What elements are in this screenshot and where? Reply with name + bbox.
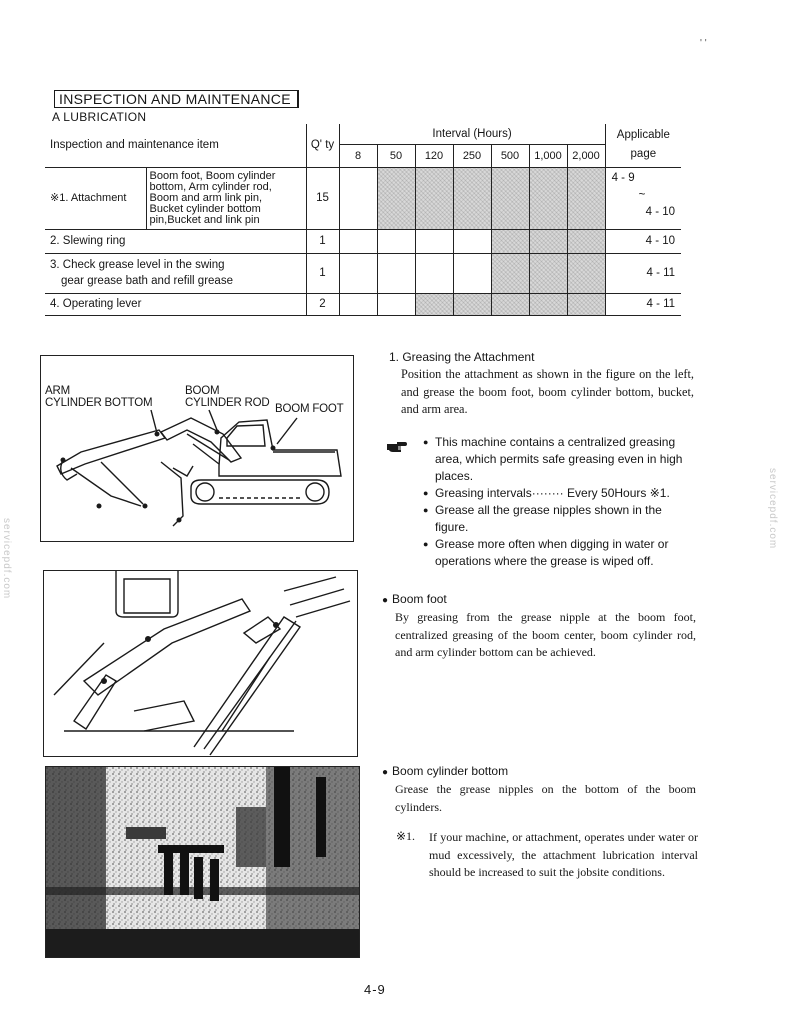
interval-cell bbox=[567, 253, 605, 293]
interval-cell bbox=[415, 253, 453, 293]
interval-cell bbox=[415, 167, 453, 229]
row-page: 4 - 9 ~ 4 - 10 bbox=[605, 167, 681, 229]
list-item: ● Grease more often when digging in water or operations where the grease is wiped off. bbox=[423, 536, 695, 570]
column-header-qty: Q' ty bbox=[306, 124, 339, 167]
section-heading: ● Boom foot bbox=[382, 592, 447, 606]
boom-foot-diagram bbox=[43, 570, 358, 757]
interval-cell bbox=[377, 253, 415, 293]
column-header-interval: Interval (Hours) bbox=[339, 124, 605, 144]
interval-cell bbox=[491, 293, 529, 315]
attachment-points: Boom foot, Boom cylinder bottom, Arm cylinder rod, Boom and arm link pin, Bucket cylinder bottom pin,Bucket and link pin bbox=[146, 167, 306, 229]
interval-cell bbox=[453, 253, 491, 293]
table-row bbox=[45, 167, 681, 229]
interval-cell bbox=[377, 167, 415, 229]
interval-cell bbox=[415, 229, 453, 253]
interval-cell bbox=[491, 167, 529, 229]
footnote-mark: ※1. bbox=[396, 829, 416, 843]
table-row bbox=[45, 229, 681, 253]
interval-cell bbox=[529, 229, 567, 253]
interval-cell bbox=[339, 167, 377, 229]
subsection-title: A LUBRICATION bbox=[52, 110, 147, 124]
corner-mark: ' ' bbox=[700, 38, 707, 49]
interval-cell bbox=[453, 229, 491, 253]
bullet-icon: ● bbox=[382, 595, 389, 606]
footnote-text: If your machine, or attachment, operates under water or mud excessively, the attachment lubrication interval should be increased to suit the jobsite conditions. bbox=[429, 830, 698, 879]
column-header-item: Inspection and maintenance item bbox=[45, 124, 306, 167]
hours-header-120: 120 bbox=[415, 144, 453, 167]
section-body: Grease the grease nipples on the bottom of the boom cylinders. bbox=[395, 782, 696, 814]
section-greasing-attachment bbox=[389, 349, 694, 419]
section-heading: 1. Greasing the Attachment bbox=[389, 350, 535, 364]
row-qty: 15 bbox=[306, 167, 339, 229]
table-row bbox=[45, 253, 681, 293]
hours-header-500: 500 bbox=[491, 144, 529, 167]
section-boom-foot bbox=[382, 591, 696, 662]
hours-header-250: 250 bbox=[453, 144, 491, 167]
label-boom-foot: BOOM FOOT bbox=[275, 403, 344, 415]
lubrication-table bbox=[45, 124, 681, 316]
interval-cell bbox=[339, 293, 377, 315]
label-arm-cylinder-bottom: ARM CYLINDER BOTTOM bbox=[45, 385, 153, 409]
row-qty: 1 bbox=[306, 229, 339, 253]
pointing-hand-icon bbox=[386, 440, 408, 454]
watermark-left: servicepdf.com bbox=[1, 518, 12, 600]
label-boom-cylinder-rod: BOOM CYLINDER ROD bbox=[185, 385, 270, 409]
interval-cell bbox=[377, 293, 415, 315]
row-qty: 1 bbox=[306, 253, 339, 293]
column-header-page: Applicable page bbox=[605, 124, 681, 167]
list-item: ● Grease all the grease nipples shown in the figure. bbox=[423, 502, 695, 536]
interval-cell bbox=[415, 293, 453, 315]
bullet-icon: ● bbox=[382, 767, 389, 778]
boom-foot-drawing bbox=[44, 571, 357, 756]
page-number: 4-9 bbox=[364, 982, 386, 997]
hours-header-50: 50 bbox=[377, 144, 415, 167]
row-page: 4 - 11 bbox=[605, 293, 681, 315]
interval-cell bbox=[529, 167, 567, 229]
hours-header-1000: 1,000 bbox=[529, 144, 567, 167]
interval-cell bbox=[377, 229, 415, 253]
interval-cell bbox=[453, 293, 491, 315]
row-item-operating-lever: 4. Operating lever bbox=[45, 293, 306, 315]
table-row bbox=[45, 293, 681, 315]
list-item: ● Greasing intervals········ Every 50Hours ※1. bbox=[423, 485, 695, 502]
hours-header-2000: 2,000 bbox=[567, 144, 605, 167]
interval-cell bbox=[339, 253, 377, 293]
note-bullet-list bbox=[423, 434, 695, 570]
excavator-diagram bbox=[40, 355, 354, 542]
footnote bbox=[396, 829, 698, 882]
section-boom-cylinder-bottom bbox=[382, 763, 696, 816]
row-item-slewing-ring: 2. Slewing ring bbox=[45, 229, 306, 253]
list-item: ● This machine contains a centralized greasing area, which permits safe greasing even in high places. bbox=[423, 434, 695, 485]
boom-cylinder-bottom-drawing bbox=[46, 767, 359, 957]
interval-cell bbox=[567, 293, 605, 315]
interval-cell bbox=[529, 253, 567, 293]
pointing-hand-icon-glyph bbox=[386, 440, 408, 454]
watermark-right: servicepdf.com bbox=[767, 468, 778, 550]
section-body: By greasing from the grease nipple at the boom foot, centralized greasing of the boom center, boom cylinder rod, and arm cylinder bottom can be achieved. bbox=[395, 610, 696, 659]
excavator-drawing bbox=[41, 356, 353, 541]
boom-cylinder-bottom-photo bbox=[45, 766, 360, 958]
section-heading: ● Boom cylinder bottom bbox=[382, 764, 509, 778]
interval-cell bbox=[567, 167, 605, 229]
row-item-swing-gear: 3. Check grease level in the swing gear grease bath and refill grease bbox=[45, 253, 306, 293]
interval-cell bbox=[491, 229, 529, 253]
interval-cell bbox=[529, 293, 567, 315]
interval-cell bbox=[567, 229, 605, 253]
row-page: 4 - 10 bbox=[605, 229, 681, 253]
row-item-attachment: ※1. Attachment bbox=[45, 167, 146, 229]
section-body: Position the attachment as shown in the figure on the left, and grease the boom foot, boom cylinder bottom, bucket, and arm area. bbox=[401, 367, 694, 416]
interval-cell bbox=[339, 229, 377, 253]
interval-cell bbox=[491, 253, 529, 293]
row-qty: 2 bbox=[306, 293, 339, 315]
section-title: INSPECTION AND MAINTENANCE bbox=[54, 90, 299, 108]
row-page: 4 - 11 bbox=[605, 253, 681, 293]
hours-header-8: 8 bbox=[339, 144, 377, 167]
interval-cell bbox=[453, 167, 491, 229]
